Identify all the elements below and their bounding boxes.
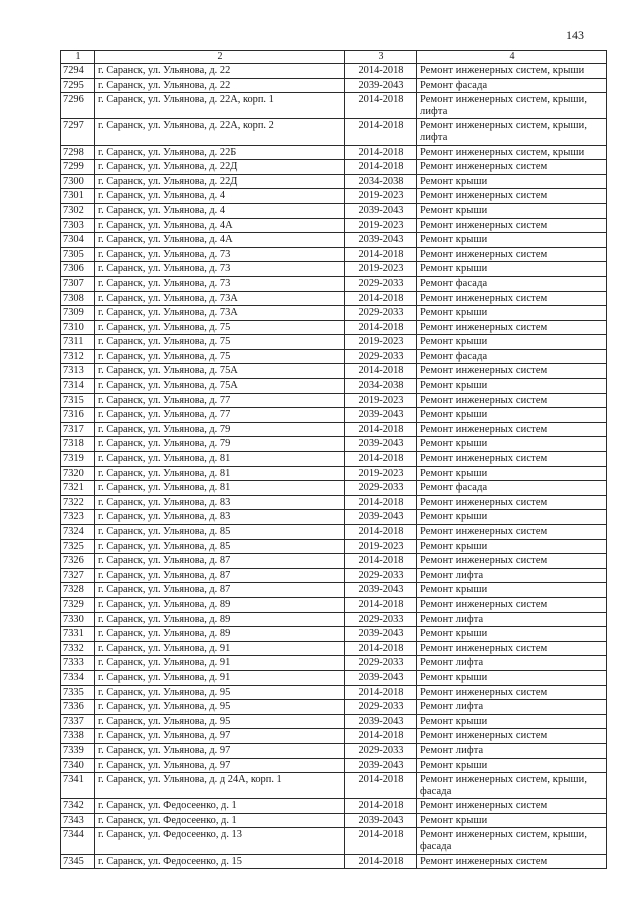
address-cell: г. Саранск, ул. Ульянова, д. 22Д (95, 160, 345, 175)
row-number-cell: 7321 (61, 481, 95, 496)
period-cell: 2014-2018 (345, 452, 417, 467)
row-number-cell: 7325 (61, 539, 95, 554)
work-type-cell: Ремонт инженерных систем (417, 799, 607, 814)
period-cell: 2039-2043 (345, 583, 417, 598)
address-cell: г. Саранск, ул. Ульянова, д. 85 (95, 539, 345, 554)
work-type-cell: Ремонт инженерных систем, крыши, лифта (417, 93, 607, 119)
period-cell: 2014-2018 (345, 320, 417, 335)
address-cell: г. Саранск, ул. Федосеенко, д. 1 (95, 799, 345, 814)
row-number-cell: 7315 (61, 393, 95, 408)
period-cell: 2039-2043 (345, 670, 417, 685)
period-cell: 2014-2018 (345, 854, 417, 869)
period-cell: 2019-2023 (345, 393, 417, 408)
period-cell: 2034-2038 (345, 379, 417, 394)
period-cell: 2029-2033 (345, 481, 417, 496)
address-cell: г. Саранск, ул. Ульянова, д. 81 (95, 466, 345, 481)
work-type-cell: Ремонт крыши (417, 627, 607, 642)
work-type-cell: Ремонт фасада (417, 78, 607, 93)
address-cell: г. Саранск, ул. Ульянова, д. 95 (95, 700, 345, 715)
row-number-cell: 7300 (61, 174, 95, 189)
period-cell: 2014-2018 (345, 64, 417, 79)
row-number-cell: 7335 (61, 685, 95, 700)
row-number-cell: 7340 (61, 758, 95, 773)
work-type-cell: Ремонт крыши (417, 379, 607, 394)
row-number-cell: 7341 (61, 773, 95, 799)
address-cell: г. Саранск, ул. Ульянова, д. 73 (95, 262, 345, 277)
period-cell: 2029-2033 (345, 568, 417, 583)
row-number-cell: 7338 (61, 729, 95, 744)
table-row (61, 408, 607, 423)
address-cell: г. Саранск, ул. Ульянова, д. 77 (95, 393, 345, 408)
work-type-cell: Ремонт крыши (417, 510, 607, 525)
row-number-cell: 7295 (61, 78, 95, 93)
table-row (61, 291, 607, 306)
table-row (61, 597, 607, 612)
work-type-cell: Ремонт инженерных систем (417, 393, 607, 408)
period-cell: 2019-2023 (345, 262, 417, 277)
period-cell: 2029-2033 (345, 306, 417, 321)
table-row (61, 670, 607, 685)
table-row (61, 612, 607, 627)
row-number-cell: 7309 (61, 306, 95, 321)
table-row (61, 568, 607, 583)
address-cell: г. Саранск, ул. Ульянова, д. 4 (95, 189, 345, 204)
table-row (61, 583, 607, 598)
row-number-cell: 7336 (61, 700, 95, 715)
row-number-cell: 7302 (61, 203, 95, 218)
work-type-cell: Ремонт инженерных систем, крыши (417, 64, 607, 79)
table-row (61, 656, 607, 671)
address-cell: г. Саранск, ул. Ульянова, д. 95 (95, 685, 345, 700)
period-cell: 2014-2018 (345, 641, 417, 656)
row-number-cell: 7307 (61, 276, 95, 291)
row-number-cell: 7342 (61, 799, 95, 814)
work-type-cell: Ремонт инженерных систем (417, 364, 607, 379)
period-cell: 2019-2023 (345, 466, 417, 481)
table-row (61, 729, 607, 744)
row-number-cell: 7301 (61, 189, 95, 204)
table-row (61, 119, 607, 145)
row-number-cell: 7328 (61, 583, 95, 598)
period-cell: 2014-2018 (345, 495, 417, 510)
work-type-cell: Ремонт крыши (417, 583, 607, 598)
table-row (61, 627, 607, 642)
period-cell: 2014-2018 (345, 93, 417, 119)
period-cell: 2039-2043 (345, 203, 417, 218)
address-cell: г. Саранск, ул. Ульянова, д. 87 (95, 583, 345, 598)
row-number-cell: 7297 (61, 119, 95, 145)
table-row (61, 335, 607, 350)
row-number-cell: 7324 (61, 525, 95, 540)
address-cell: г. Саранск, ул. Ульянова, д. 4 (95, 203, 345, 218)
work-type-cell: Ремонт лифта (417, 568, 607, 583)
address-cell: г. Саранск, ул. Ульянова, д. 89 (95, 627, 345, 642)
row-number-cell: 7308 (61, 291, 95, 306)
work-type-cell: Ремонт инженерных систем, крыши, фасада (417, 773, 607, 799)
work-type-cell: Ремонт крыши (417, 539, 607, 554)
address-cell: г. Саранск, ул. Ульянова, д. 85 (95, 525, 345, 540)
row-number-cell: 7323 (61, 510, 95, 525)
row-number-cell: 7316 (61, 408, 95, 423)
table-row (61, 495, 607, 510)
row-number-cell: 7344 (61, 828, 95, 854)
row-number-cell: 7313 (61, 364, 95, 379)
period-cell: 2019-2023 (345, 335, 417, 350)
row-number-cell: 7327 (61, 568, 95, 583)
work-type-cell: Ремонт инженерных систем (417, 452, 607, 467)
row-number-cell: 7343 (61, 813, 95, 828)
work-type-cell: Ремонт крыши (417, 408, 607, 423)
work-type-cell: Ремонт крыши (417, 262, 607, 277)
work-type-cell: Ремонт крыши (417, 306, 607, 321)
address-cell: г. Саранск, ул. Ульянова, д. 87 (95, 568, 345, 583)
period-cell: 2014-2018 (345, 364, 417, 379)
table-row (61, 247, 607, 262)
work-type-cell: Ремонт инженерных систем (417, 291, 607, 306)
registry-table (60, 50, 607, 869)
address-cell: г. Саранск, ул. Ульянова, д. 22 (95, 64, 345, 79)
work-type-cell: Ремонт фасада (417, 481, 607, 496)
table-row (61, 554, 607, 569)
work-type-cell: Ремонт крыши (417, 437, 607, 452)
period-cell: 2014-2018 (345, 828, 417, 854)
address-cell: г. Саранск, ул. Ульянова, д. д 24А, корп. 1 (95, 773, 345, 799)
period-cell: 2019-2023 (345, 539, 417, 554)
work-type-cell: Ремонт крыши (417, 203, 607, 218)
work-type-cell: Ремонт крыши (417, 233, 607, 248)
row-number-cell: 7303 (61, 218, 95, 233)
table-row (61, 422, 607, 437)
work-type-cell: Ремонт лифта (417, 700, 607, 715)
period-cell: 2029-2033 (345, 743, 417, 758)
period-cell: 2014-2018 (345, 160, 417, 175)
row-number-cell: 7305 (61, 247, 95, 262)
address-cell: г. Саранск, ул. Ульянова, д. 73А (95, 291, 345, 306)
address-cell: г. Саранск, ул. Ульянова, д. 91 (95, 641, 345, 656)
row-number-cell: 7329 (61, 597, 95, 612)
row-number-cell: 7334 (61, 670, 95, 685)
period-cell: 2029-2033 (345, 612, 417, 627)
work-type-cell: Ремонт инженерных систем (417, 160, 607, 175)
work-type-cell: Ремонт крыши (417, 758, 607, 773)
address-cell: г. Саранск, ул. Ульянова, д. 77 (95, 408, 345, 423)
work-type-cell: Ремонт лифта (417, 656, 607, 671)
table-row (61, 78, 607, 93)
table-row (61, 393, 607, 408)
table-row (61, 466, 607, 481)
period-cell: 2014-2018 (345, 247, 417, 262)
address-cell: г. Саранск, ул. Ульянова, д. 89 (95, 612, 345, 627)
period-cell: 2029-2033 (345, 349, 417, 364)
work-type-cell: Ремонт крыши (417, 335, 607, 350)
address-cell: г. Саранск, ул. Ульянова, д. 22Д (95, 174, 345, 189)
address-cell: г. Саранск, ул. Ульянова, д. 75 (95, 335, 345, 350)
table-row (61, 174, 607, 189)
work-type-cell: Ремонт инженерных систем (417, 554, 607, 569)
period-cell: 2039-2043 (345, 408, 417, 423)
table-row (61, 539, 607, 554)
address-cell: г. Саранск, ул. Ульянова, д. 75А (95, 379, 345, 394)
period-cell: 2039-2043 (345, 627, 417, 642)
row-number-cell: 7326 (61, 554, 95, 569)
table-row (61, 306, 607, 321)
address-cell: г. Саранск, ул. Ульянова, д. 4А (95, 233, 345, 248)
work-type-cell: Ремонт инженерных систем (417, 189, 607, 204)
table-row (61, 160, 607, 175)
column-header: 3 (345, 51, 417, 64)
work-type-cell: Ремонт фасада (417, 349, 607, 364)
table-row (61, 93, 607, 119)
address-cell: г. Саранск, ул. Ульянова, д. 91 (95, 670, 345, 685)
table-row (61, 813, 607, 828)
work-type-cell: Ремонт инженерных систем (417, 641, 607, 656)
period-cell: 2039-2043 (345, 510, 417, 525)
column-header: 2 (95, 51, 345, 64)
address-cell: г. Саранск, ул. Ульянова, д. 4А (95, 218, 345, 233)
work-type-cell: Ремонт лифта (417, 612, 607, 627)
table-row (61, 320, 607, 335)
work-type-cell: Ремонт инженерных систем (417, 525, 607, 540)
table-row (61, 525, 607, 540)
table-row (61, 758, 607, 773)
row-number-cell: 7320 (61, 466, 95, 481)
address-cell: г. Саранск, ул. Ульянова, д. 83 (95, 510, 345, 525)
work-type-cell: Ремонт инженерных систем (417, 218, 607, 233)
address-cell: г. Саранск, ул. Ульянова, д. 95 (95, 714, 345, 729)
address-cell: г. Саранск, ул. Ульянова, д. 75А (95, 364, 345, 379)
table-row (61, 276, 607, 291)
work-type-cell: Ремонт инженерных систем (417, 247, 607, 262)
period-cell: 2039-2043 (345, 813, 417, 828)
row-number-cell: 7317 (61, 422, 95, 437)
table-row (61, 743, 607, 758)
column-header: 1 (61, 51, 95, 64)
row-number-cell: 7337 (61, 714, 95, 729)
address-cell: г. Саранск, ул. Ульянова, д. 73 (95, 276, 345, 291)
address-cell: г. Саранск, ул. Ульянова, д. 81 (95, 481, 345, 496)
table-row (61, 700, 607, 715)
page-number: 143 (566, 28, 584, 42)
row-number-cell: 7318 (61, 437, 95, 452)
period-cell: 2014-2018 (345, 729, 417, 744)
row-number-cell: 7345 (61, 854, 95, 869)
table-row (61, 349, 607, 364)
row-number-cell: 7314 (61, 379, 95, 394)
period-cell: 2014-2018 (345, 525, 417, 540)
row-number-cell: 7298 (61, 145, 95, 160)
table-row (61, 854, 607, 869)
address-cell: г. Саранск, ул. Федосеенко, д. 1 (95, 813, 345, 828)
period-cell: 2014-2018 (345, 119, 417, 145)
table-row (61, 773, 607, 799)
column-header: 4 (417, 51, 607, 64)
period-cell: 2034-2038 (345, 174, 417, 189)
work-type-cell: Ремонт инженерных систем (417, 320, 607, 335)
address-cell: г. Саранск, ул. Ульянова, д. 97 (95, 729, 345, 744)
row-number-cell: 7306 (61, 262, 95, 277)
address-cell: г. Саранск, ул. Ульянова, д. 73А (95, 306, 345, 321)
row-number-cell: 7322 (61, 495, 95, 510)
work-type-cell: Ремонт инженерных систем, крыши (417, 145, 607, 160)
period-cell: 2019-2023 (345, 218, 417, 233)
work-type-cell: Ремонт инженерных систем (417, 597, 607, 612)
column-number-row (61, 51, 607, 64)
address-cell: г. Саранск, ул. Ульянова, д. 22А, корп. 1 (95, 93, 345, 119)
address-cell: г. Саранск, ул. Ульянова, д. 83 (95, 495, 345, 510)
address-cell: г. Саранск, ул. Ульянова, д. 75 (95, 349, 345, 364)
row-number-cell: 7332 (61, 641, 95, 656)
table-row (61, 799, 607, 814)
table-row (61, 233, 607, 248)
work-type-cell: Ремонт крыши (417, 813, 607, 828)
table-row (61, 641, 607, 656)
address-cell: г. Саранск, ул. Ульянова, д. 81 (95, 452, 345, 467)
table-row (61, 828, 607, 854)
period-cell: 2029-2033 (345, 700, 417, 715)
address-cell: г. Саранск, ул. Ульянова, д. 97 (95, 743, 345, 758)
row-number-cell: 7333 (61, 656, 95, 671)
period-cell: 2039-2043 (345, 758, 417, 773)
row-number-cell: 7330 (61, 612, 95, 627)
period-cell: 2014-2018 (345, 685, 417, 700)
work-type-cell: Ремонт инженерных систем (417, 685, 607, 700)
address-cell: г. Саранск, ул. Ульянова, д. 75 (95, 320, 345, 335)
table-row (61, 379, 607, 394)
table-row (61, 481, 607, 496)
row-number-cell: 7311 (61, 335, 95, 350)
work-type-cell: Ремонт инженерных систем, крыши, фасада (417, 828, 607, 854)
table-row (61, 452, 607, 467)
work-type-cell: Ремонт крыши (417, 466, 607, 481)
table-row (61, 685, 607, 700)
address-cell: г. Саранск, ул. Ульянова, д. 87 (95, 554, 345, 569)
row-number-cell: 7331 (61, 627, 95, 642)
row-number-cell: 7339 (61, 743, 95, 758)
address-cell: г. Саранск, ул. Ульянова, д. 79 (95, 422, 345, 437)
period-cell: 2039-2043 (345, 78, 417, 93)
period-cell: 2014-2018 (345, 554, 417, 569)
address-cell: г. Саранск, ул. Ульянова, д. 89 (95, 597, 345, 612)
table-row (61, 64, 607, 79)
address-cell: г. Саранск, ул. Ульянова, д. 97 (95, 758, 345, 773)
table-row (61, 714, 607, 729)
row-number-cell: 7310 (61, 320, 95, 335)
work-type-cell: Ремонт инженерных систем (417, 422, 607, 437)
row-number-cell: 7296 (61, 93, 95, 119)
period-cell: 2014-2018 (345, 291, 417, 306)
row-number-cell: 7299 (61, 160, 95, 175)
row-number-cell: 7319 (61, 452, 95, 467)
address-cell: г. Саранск, ул. Ульянова, д. 73 (95, 247, 345, 262)
table-row (61, 203, 607, 218)
work-type-cell: Ремонт крыши (417, 174, 607, 189)
work-type-cell: Ремонт фасада (417, 276, 607, 291)
period-cell: 2039-2043 (345, 437, 417, 452)
table-body (61, 64, 607, 869)
table-row (61, 364, 607, 379)
address-cell: г. Саранск, ул. Федосеенко, д. 13 (95, 828, 345, 854)
period-cell: 2029-2033 (345, 656, 417, 671)
row-number-cell: 7294 (61, 64, 95, 79)
period-cell: 2014-2018 (345, 773, 417, 799)
period-cell: 2014-2018 (345, 422, 417, 437)
period-cell: 2014-2018 (345, 597, 417, 612)
table-row (61, 262, 607, 277)
address-cell: г. Саранск, ул. Ульянова, д. 79 (95, 437, 345, 452)
table-row (61, 145, 607, 160)
work-type-cell: Ремонт инженерных систем (417, 854, 607, 869)
period-cell: 2039-2043 (345, 714, 417, 729)
work-type-cell: Ремонт инженерных систем, крыши, лифта (417, 119, 607, 145)
period-cell: 2039-2043 (345, 233, 417, 248)
table-row (61, 189, 607, 204)
address-cell: г. Саранск, ул. Ульянова, д. 22Б (95, 145, 345, 160)
work-type-cell: Ремонт крыши (417, 714, 607, 729)
table-row (61, 437, 607, 452)
work-type-cell: Ремонт лифта (417, 743, 607, 758)
address-cell: г. Саранск, ул. Ульянова, д. 91 (95, 656, 345, 671)
row-number-cell: 7304 (61, 233, 95, 248)
table-row (61, 218, 607, 233)
row-number-cell: 7312 (61, 349, 95, 364)
table-row (61, 510, 607, 525)
address-cell: г. Саранск, ул. Ульянова, д. 22 (95, 78, 345, 93)
period-cell: 2029-2033 (345, 276, 417, 291)
period-cell: 2014-2018 (345, 799, 417, 814)
work-type-cell: Ремонт крыши (417, 670, 607, 685)
address-cell: г. Саранск, ул. Федосеенко, д. 15 (95, 854, 345, 869)
work-type-cell: Ремонт инженерных систем (417, 729, 607, 744)
period-cell: 2014-2018 (345, 145, 417, 160)
work-type-cell: Ремонт инженерных систем (417, 495, 607, 510)
address-cell: г. Саранск, ул. Ульянова, д. 22А, корп. 2 (95, 119, 345, 145)
period-cell: 2019-2023 (345, 189, 417, 204)
